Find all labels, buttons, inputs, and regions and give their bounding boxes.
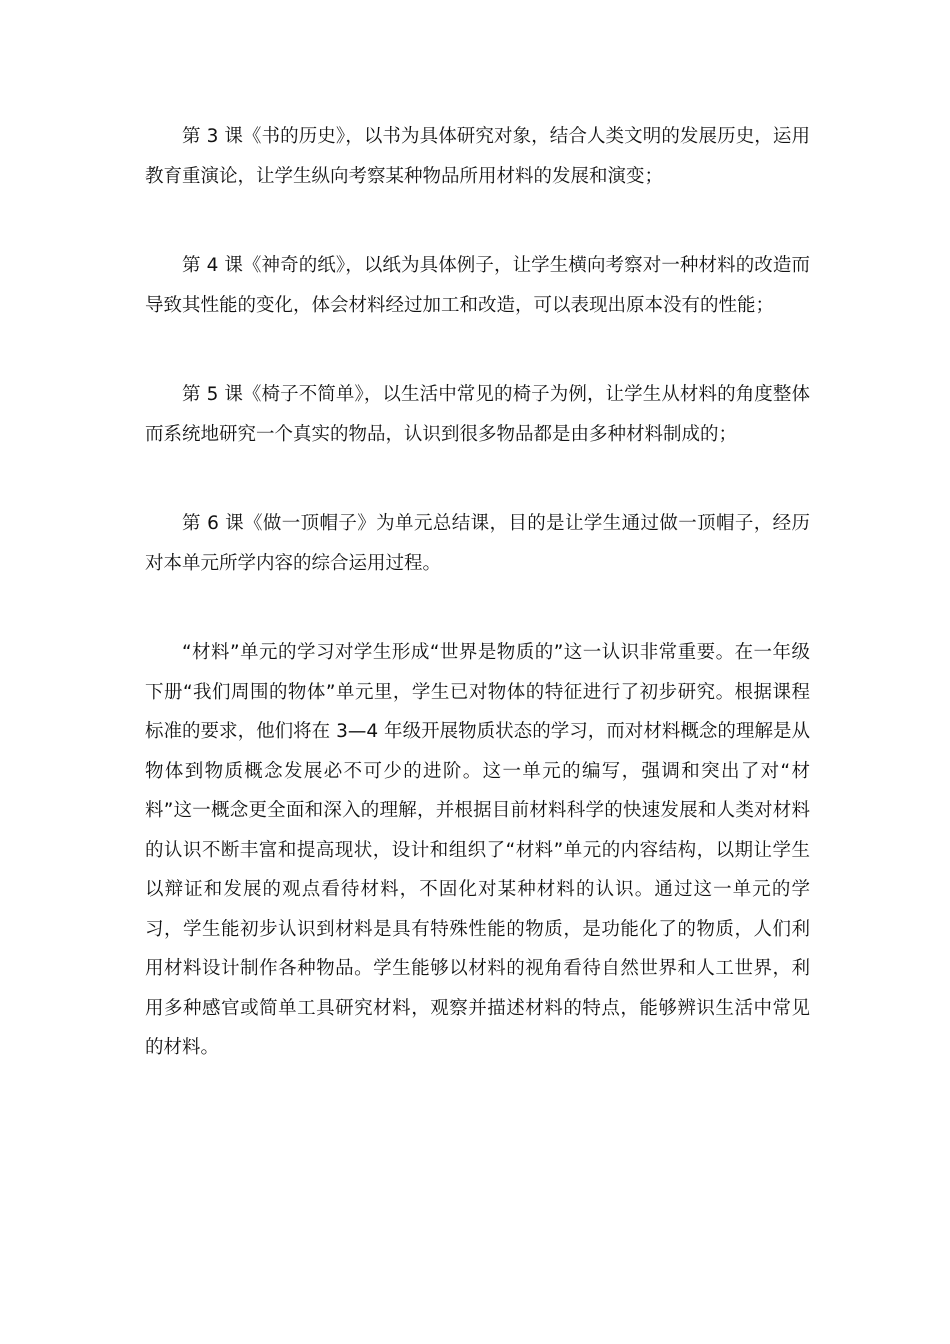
paragraph-lesson-6: 第 6 课《做一顶帽子》为单元总结课，目的是让学生通过做一顶帽子，经历对本单元所学内容的综合运用过程。 bbox=[145, 513, 810, 574]
paragraph-spacer bbox=[145, 325, 810, 375]
paragraph-lesson-3: 第 3 课《书的历史》，以书为具体研究对象，结合人类文明的发展历史，运用教育重演论，让学生纵向考察某种物品所用材料的发展和演变； bbox=[145, 126, 810, 187]
paragraph-unit-summary: “材料”单元的学习对学生形成“世界是物质的”这一认识非常重要。在一年级下册“我们周围的物体”单元里，学生已对物体的特征进行了初步研究。根据课程标准的要求，他们将在 3—4 年级开展物质状态的学习，而对材料概念的理解是从物体到物质概念发展必不可少的进阶。这一单元的编写，强调和突出了对“材料”这一概念更全面和深入的理解，并根据目前材料科学的快速发展和人类对材料的认识不断丰富和提高现状，设计和组织了“材料”单元的内容结构，以期让学生以辩证和发展的观点看待材料，不固化对某种材料的认识。通过这一单元的学习，学生能初步认识到材料是具有特殊性能的物质，是功能化了的物质，人们利用材料设计制作各种物品。学生能够以材料的视角看待自然世界和人工世界，利用多种感官或简单工具研究材料，观察并描述材料的特点，能够辨识生活中常见的材料。 bbox=[145, 642, 810, 1058]
paragraph-spacer bbox=[145, 454, 810, 504]
paragraph-lesson-4: 第 4 课《神奇的纸》，以纸为具体例子，让学生横向考察对一种材料的改造而导致其性能的变化，体会材料经过加工和改造，可以表现出原本没有的性能； bbox=[145, 255, 810, 316]
document-body bbox=[145, 117, 810, 1068]
paragraph-spacer bbox=[145, 196, 810, 246]
paragraph-lesson-5: 第 5 课《椅子不简单》，以生活中常见的椅子为例，让学生从材料的角度整体而系统地研究一个真实的物品，认识到很多物品都是由多种材料制成的； bbox=[145, 384, 810, 445]
paragraph-spacer bbox=[145, 583, 810, 633]
